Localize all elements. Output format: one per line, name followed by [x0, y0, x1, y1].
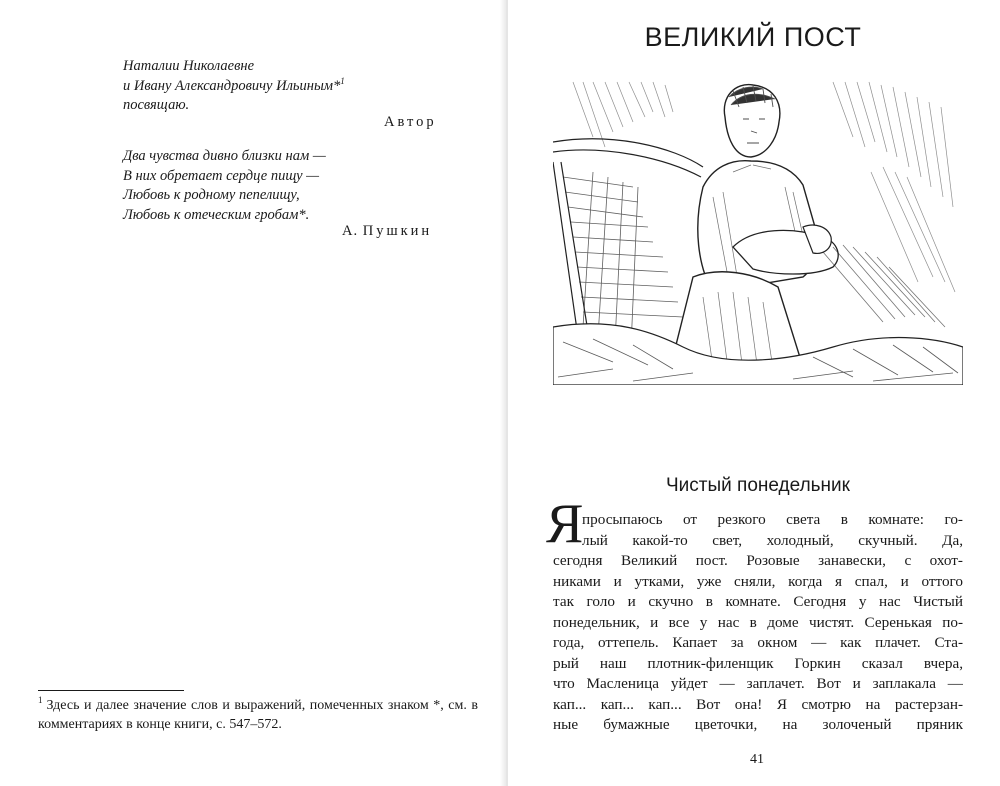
epigraph-line: Два чувства дивно близки нам —	[123, 148, 326, 164]
dedication-line: посвящаю.	[123, 97, 190, 113]
body-line: понедельник, и все у нас в доме чистят. Серенькая по-	[553, 613, 963, 631]
footnote	[38, 696, 478, 734]
chapter-title: ВЕЛИКИЙ ПОСТ	[644, 22, 862, 52]
illustration	[553, 77, 963, 385]
section-title: Чистый понедельник	[666, 475, 850, 496]
body-line: года, оттепель. Капает за окном — как плачет. Ста-	[553, 634, 963, 651]
body-line: рый наш плотник-филенщик Горкин сказал вчера,	[553, 654, 963, 672]
epigraph-author-name: Пушкин	[362, 223, 433, 239]
footnote-mark: 1	[340, 75, 345, 86]
drop-cap: Я	[546, 493, 584, 555]
body-line: сегодня Великий пост. Розовые занавески, с охот-	[553, 552, 963, 569]
page-number: 41	[750, 752, 764, 767]
epigraph	[123, 147, 453, 225]
body-line: что Масленица уйдет — заплачет. Вот и заплакала —	[553, 675, 963, 692]
body-text	[553, 510, 963, 736]
epigraph-author	[342, 223, 432, 240]
epigraph-line: Любовь к родному пепелищу,	[123, 187, 300, 203]
body-line: кап... кап... кап... Вот она! Я смотрю на растерзан-	[553, 695, 963, 713]
dedication-signature: Автор	[384, 114, 437, 130]
dedication	[123, 57, 453, 116]
body-line: никами и утками, уже сняли, когда я спал, и оттого	[553, 572, 963, 590]
dedication-line	[123, 77, 453, 97]
epigraph-author-initial: А.	[342, 223, 359, 239]
body-line: ные бумажные цветочки, на золоченый пряник	[553, 716, 963, 733]
dedication-line-text: и Ивану Александровичу Ильиным*	[123, 77, 341, 94]
epigraph-line: Любовь к отеческим гробам*.	[123, 206, 310, 223]
footnote-number: 1	[38, 695, 43, 706]
body-line: просыпаюсь от резкого света в комнате: го-	[582, 511, 963, 528]
footnote-text: Здесь и далее значение слов и выражений, помеченных знаком *, см. в комментариях в конце книги, с. 547–572.	[38, 698, 478, 732]
body-line: лый какой-то свет, холодный, скучный. Да,	[582, 531, 963, 549]
footnote-divider	[38, 690, 184, 691]
dedication-line: Наталии Николаевне	[123, 58, 255, 74]
body-line: так голо и скучно в комнате. Сегодня у нас Чистый	[553, 593, 963, 610]
boy-sketch-image	[553, 77, 963, 385]
epigraph-line: В них обретает сердце пищу —	[123, 167, 320, 184]
